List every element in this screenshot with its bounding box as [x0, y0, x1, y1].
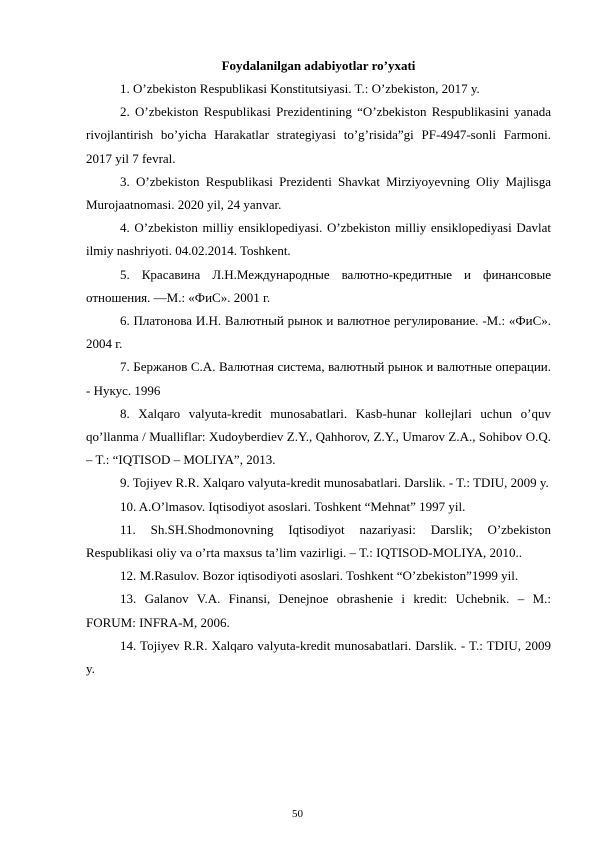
reference-item: 11. Sh.SH.Shodmonovning Iqtisodiyot nazariyasi: Darslik; O’zbekiston Respublikasi oliy va o’rta maxsus ta’lim vazirligi. – T.: IQTISOD-MOLIYA, 2010.. [86, 521, 551, 561]
reference-item: 10. A.O’lmasov. Iqtisodiyot asoslari. Toshkent “Mehnat” 1997 yil. [120, 498, 466, 514]
reference-item: 14. Tojiyev R.R. Xalqaro valyuta-kredit munosabatlari. Darslik. - T.: TDIU, 2009 y. [86, 637, 551, 677]
page-title: Foydalanilgan adabiyotlar ro’yxati [221, 58, 416, 73]
page-number: 50 [292, 808, 303, 820]
reference-item: 9. Tojiyev R.R. Xalqaro valyuta-kredit munosabatlari. Darslik. - T.: TDIU, 2009 y. [120, 475, 549, 491]
reference-item: 12. M.Rasulov. Bozor iqtisodiyoti asoslari. Toshkent “O’zbekiston”1999 yil. [120, 568, 519, 584]
reference-item: 5. Красавина Л.Н.Международные валютно-кредитные и финансовые отношения. —М.: «ФиС». 2001 г. [86, 266, 551, 305]
reference-item: 4. O’zbekiston milliy ensiklopediyasi. O’zbekiston milliy ensiklopediyasi Davlat ilmiy nashriyoti. 04.02.2014. Toshkent. [86, 220, 551, 259]
reference-item: 3. O’zbekiston Respublikasi Prezidenti Shavkat Mirziyoyevning Oliy Majlisga Murojaatnomasi. 2020 yil, 24 yanvar. [86, 173, 551, 213]
reference-item: 7. Бержанов С.А. Валютная система, валютный рынок и валютные операции. - Нукус. 1996 [86, 359, 551, 398]
reference-item: 2. O’zbekiston Respublikasi Prezidentining “O’zbekiston Respublikasini yanada rivojlantirish bo’yicha Harakatlar strategiyasi to’g’risida”gi PF-4947-sonli Farmoni. 2017 yil 7 fevral. [86, 104, 551, 166]
reference-item: 13. Galanov V.A. Finansi, Denejnoe obrashenie i kredit: Uchebnik. – M.: FORUM: INFRA-M, 2006. [86, 591, 551, 630]
reference-item: 6. Платонова И.Н. Валютный рынок и валютное регулирование. -М.: «ФиС». 2004 г. [86, 313, 551, 352]
reference-item: 1. O’zbekiston Respublikasi Konstitutsiyasi. T.: O’zbekiston, 2017 y. [120, 81, 480, 96]
reference-list [86, 77, 551, 680]
reference-item: 8. Xalqaro valyuta-kredit munosabatlari. Kasb-hunar kollejlari uchun o’quv qo’llanma / Mualliflar: Xudoyberdiev Z.Y., Qahhorov, Z.Y., Umarov Z.A., Sohibov O.Q. – T.: “IQTISOD – MOLIYA”, 2013. [86, 405, 551, 468]
